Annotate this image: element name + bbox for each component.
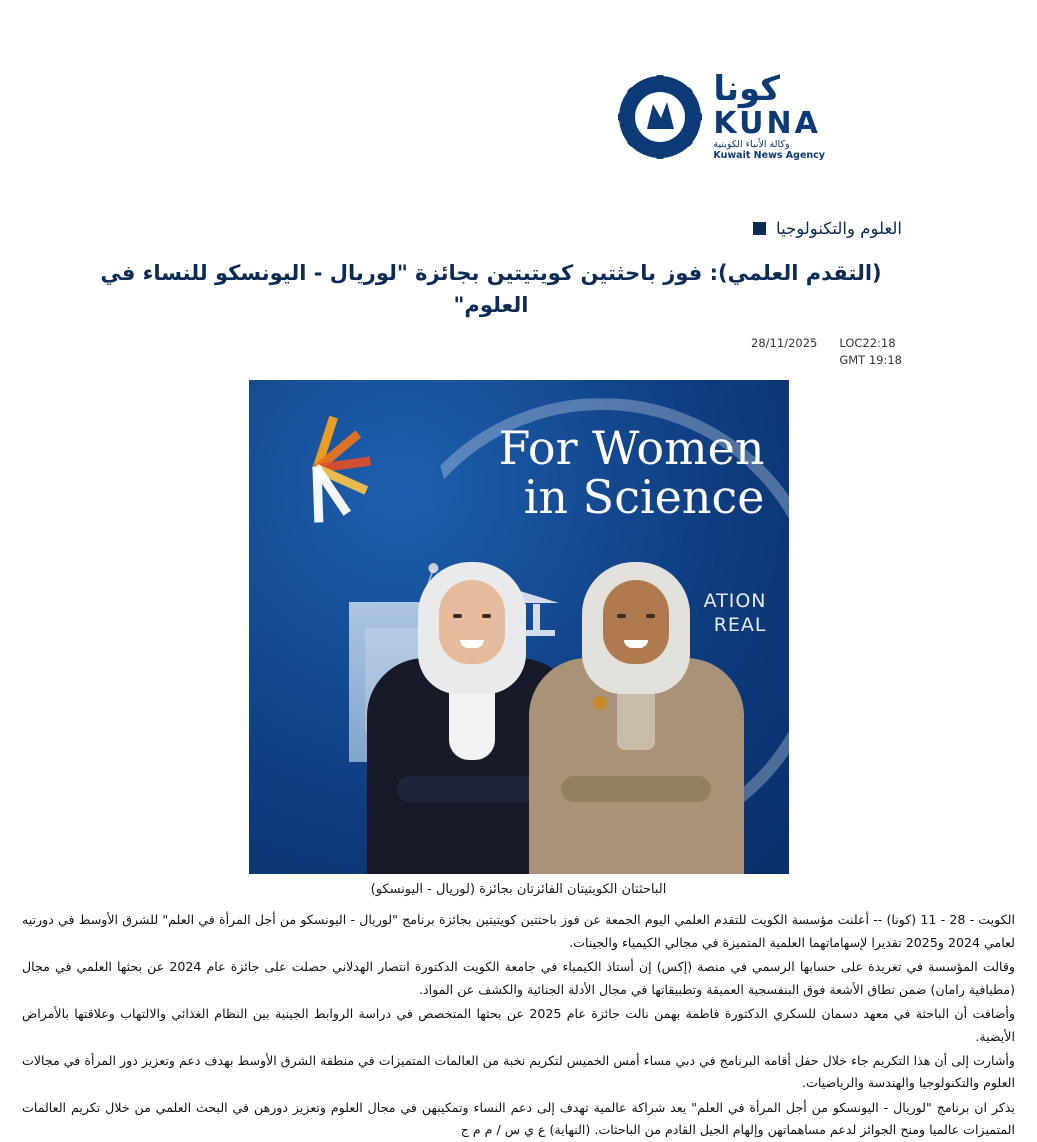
photo-headline-line2: in Science bbox=[523, 469, 765, 524]
article-meta bbox=[0, 335, 1037, 368]
article-paragraph: يذكر ان برنامج "لوريال - اليونسكو من أجل المرأة في العلم" يعد شراكة عالمية تهدف إلى دعم النساء وتمكينهن في مجال العلوم وتعزيز دورهن في البحث العلمي من خلال تكريم العالمات المتميزات عالميا ومنح الجوائز لدعم مساهماتهن وإلهام الجيل القادم من الباحثات. (النهاية) ع ي س / م م ج bbox=[22, 1099, 1015, 1138]
article-times bbox=[839, 335, 902, 368]
article-paragraph: وأشارت إلى أن هذا التكريم جاء خلال حفل أقامه البرنامج في دبي مساء أمس الخميس لتكريم نخبة من العالمات المتميزات في منطقة الشرق الأوسط بهدف دعم وتعزيز دور المرأة في مجالات العلوم والتكنولوجيا والهندسة والرياضيات. bbox=[22, 1052, 1015, 1091]
kuna-logo bbox=[617, 69, 825, 162]
lapel-pin-icon bbox=[593, 696, 607, 710]
section-label: العلوم والتكنولوجيا bbox=[776, 219, 902, 239]
photo-headline bbox=[498, 421, 765, 524]
article-paragraph: الكويت - 28 - 11 (كونا) -- أعلنت مؤسسة الكويت للتقدم العلمي اليوم الجمعة عن فوز باحثتين كويتيتين بجائزة برنامج "لوريال - اليونسكو من أجل المرأة في العلم" للشرق الأوسط في دورتيه لعامي 2024 و2025 تقديرا لإسهاماتهما العلمية المتميزة في مجالي الكيمياء والجينات. bbox=[22, 912, 1015, 950]
section-marker-icon bbox=[753, 222, 766, 235]
kuna-logo-text bbox=[713, 69, 825, 162]
article-photo bbox=[249, 380, 789, 874]
photo-side-line2: REAL bbox=[713, 614, 767, 637]
article-time-local: LOC22:18 bbox=[839, 336, 896, 351]
sunburst-icon bbox=[263, 402, 395, 532]
photo-side-line1: ATION bbox=[703, 590, 767, 613]
article-date: 28/11/2025 bbox=[751, 336, 818, 351]
article-photo-block bbox=[249, 380, 789, 897]
article-paragraph: وأضافت أن الباحثة في معهد دسمان للسكري الدكتورة فاطمة بهمن نالت جائزة عام 2025 عن بحثها المتخصص في دراسة الروابط الجينية بين النظام الغذائي والالتهاب وعلاقتها بالأمراض الأيضية. bbox=[22, 1006, 1015, 1044]
kuna-logo-mark-icon bbox=[617, 74, 703, 160]
section-header bbox=[0, 219, 1037, 238]
article-body bbox=[0, 909, 1037, 1141]
researcher-right bbox=[529, 544, 744, 874]
page-title: (التقدم العلمي): فوز باحثتين كويتيتين بجائزة "لوريال - اليونسكو للنساء في العلوم" bbox=[100, 261, 882, 317]
article-paragraph: وقالت المؤسسة في تغريدة على حسابها الرسمي في منصة (إكس) إن أستاذ الكيمياء في جامعة الكويت الدكتورة انتصار الهدلاني حصلت على جائزة عام 2024 عن بحثها العلمي في مجال (مطيافية رامان) ضمن نطاق الأشعة فوق البنفسجية العميقة وتطبيقاتها في مجال الأدلة الجنائية والكشف عن المواد. bbox=[22, 959, 1015, 997]
photo-caption: الباحثتان الكويتيتان الفائزتان بجائزة (لوريال - اليونسكو) bbox=[370, 882, 667, 898]
page-header bbox=[0, 0, 1037, 161]
logo-subtitle-arabic: وكالة الأنباء الكويتية bbox=[713, 139, 790, 151]
logo-subtitle-english: Kuwait News Agency bbox=[713, 150, 825, 162]
logo-latin-name: KUNA bbox=[713, 105, 821, 141]
article-time-gmt: GMT 19:18 bbox=[839, 352, 902, 367]
logo-arabic-name: كونا bbox=[713, 69, 781, 109]
photo-headline-line1: For Women bbox=[498, 421, 765, 476]
